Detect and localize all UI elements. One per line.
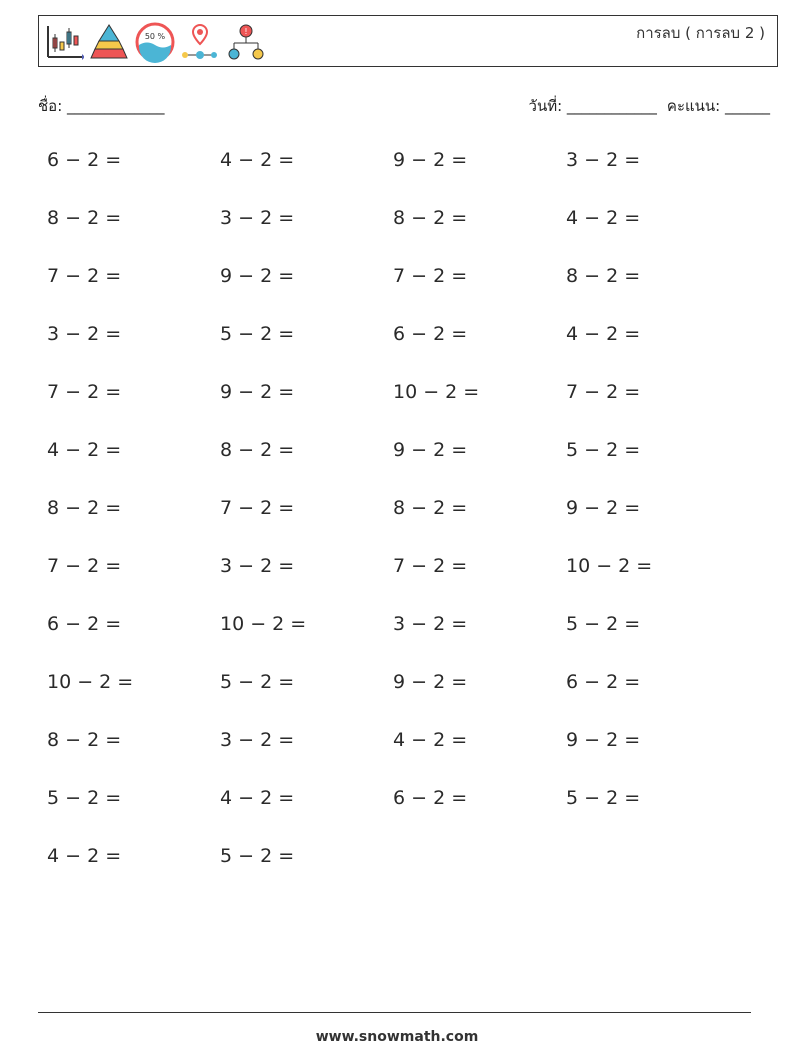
problem-item: 6 − 2 = bbox=[566, 671, 641, 693]
problem-item: 8 − 2 = bbox=[393, 497, 468, 519]
problem-item: 6 − 2 = bbox=[393, 323, 468, 345]
problem-item: 9 − 2 = bbox=[393, 671, 468, 693]
problem-item: 6 − 2 = bbox=[47, 613, 122, 635]
worksheet-title: การลบ ( การลบ 2 ) bbox=[636, 24, 765, 42]
problem-item: 3 − 2 = bbox=[220, 207, 295, 229]
problem-item: 10 − 2 = bbox=[220, 613, 307, 635]
date-score-fields bbox=[529, 94, 770, 118]
problem-item: 5 − 2 = bbox=[566, 787, 641, 809]
problem-item: 4 − 2 = bbox=[47, 845, 122, 867]
problem-item: 9 − 2 = bbox=[220, 381, 295, 403]
problem-item: 4 − 2 = bbox=[220, 149, 295, 171]
problem-item: 4 − 2 = bbox=[566, 323, 641, 345]
problem-item: 9 − 2 = bbox=[220, 265, 295, 287]
header-box bbox=[38, 15, 778, 67]
problem-item: 10 − 2 = bbox=[566, 555, 653, 577]
candlestick-chart-icon bbox=[44, 22, 84, 62]
problem-item: 7 − 2 = bbox=[566, 381, 641, 403]
problem-item: 5 − 2 = bbox=[566, 439, 641, 461]
problem-item: 4 − 2 = bbox=[566, 207, 641, 229]
footer-divider bbox=[38, 1012, 751, 1013]
problem-item: 7 − 2 = bbox=[47, 265, 122, 287]
problem-item: 3 − 2 = bbox=[47, 323, 122, 345]
problem-item: 3 − 2 = bbox=[393, 613, 468, 635]
problem-item: 7 − 2 = bbox=[220, 497, 295, 519]
name-field[interactable]: ชื่อ: _____________ bbox=[38, 97, 165, 115]
problem-item: 6 − 2 = bbox=[393, 787, 468, 809]
percentage-gauge-icon bbox=[134, 21, 176, 63]
problem-item: 9 − 2 = bbox=[393, 439, 468, 461]
problem-item: 8 − 2 = bbox=[393, 207, 468, 229]
problem-item: 8 − 2 = bbox=[47, 497, 122, 519]
date-field[interactable]: วันที่: ____________ bbox=[528, 97, 657, 115]
problem-item: 4 − 2 = bbox=[47, 439, 122, 461]
problem-item: 7 − 2 = bbox=[393, 555, 468, 577]
header-icons bbox=[44, 19, 268, 65]
problem-item: 3 − 2 = bbox=[566, 149, 641, 171]
problem-item: 9 − 2 = bbox=[393, 149, 468, 171]
problem-item: 9 − 2 = bbox=[566, 729, 641, 751]
score-field[interactable]: คะแนน: ______ bbox=[666, 97, 770, 115]
problem-item: 10 − 2 = bbox=[393, 381, 480, 403]
problem-item: 5 − 2 = bbox=[220, 845, 295, 867]
problem-item: 7 − 2 = bbox=[47, 555, 122, 577]
problem-item: 8 − 2 = bbox=[566, 265, 641, 287]
problem-item: 5 − 2 = bbox=[220, 671, 295, 693]
pyramid-chart-icon bbox=[88, 21, 130, 63]
location-network-icon bbox=[180, 21, 220, 63]
problem-item: 5 − 2 = bbox=[566, 613, 641, 635]
problem-item: 5 − 2 = bbox=[47, 787, 122, 809]
problem-item: 8 − 2 = bbox=[47, 729, 122, 751]
problem-item: 4 − 2 = bbox=[393, 729, 468, 751]
problem-item: 5 − 2 = bbox=[220, 323, 295, 345]
flowchart-icon bbox=[224, 21, 268, 63]
problem-item: 7 − 2 = bbox=[47, 381, 122, 403]
svg-text:!: ! bbox=[244, 27, 248, 36]
problem-item: 3 − 2 = bbox=[220, 555, 295, 577]
problem-item: 3 − 2 = bbox=[220, 729, 295, 751]
problem-item: 6 − 2 = bbox=[47, 149, 122, 171]
problem-item: 7 − 2 = bbox=[393, 265, 468, 287]
footer-url[interactable]: www.snowmath.com bbox=[315, 1029, 479, 1045]
problem-item: 9 − 2 = bbox=[566, 497, 641, 519]
problem-item: 4 − 2 = bbox=[220, 787, 295, 809]
svg-text:50 %: 50 % bbox=[144, 32, 166, 41]
problem-item: 10 − 2 = bbox=[47, 671, 134, 693]
problem-item: 8 − 2 = bbox=[47, 207, 122, 229]
problem-item: 8 − 2 = bbox=[220, 439, 295, 461]
